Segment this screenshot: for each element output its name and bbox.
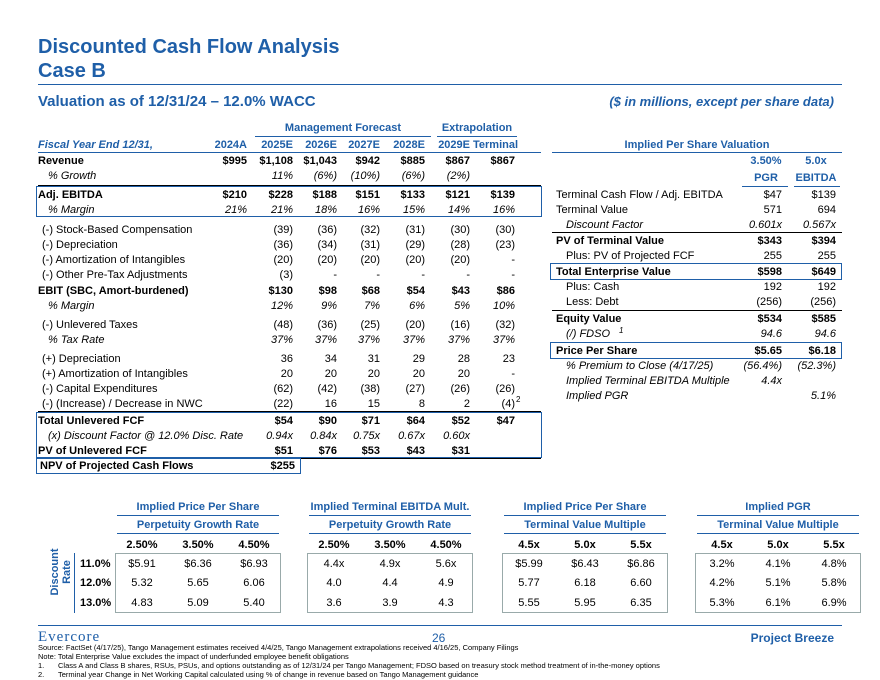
sens-cell: 4.0 [326, 577, 342, 589]
dcf-row-label: Adj. EBITDA [38, 189, 103, 201]
implied-cell-ebitda: $394 [811, 235, 836, 247]
dcf-cell: 5% [454, 300, 470, 312]
dcf-cell: 37% [492, 334, 515, 346]
dcf-row-label: (+) Amortization of Intangibles [42, 368, 188, 380]
implied-row-label: Less: Debt [566, 296, 619, 308]
sens-cell: 4.9 [438, 577, 454, 589]
dcf-cell: 20 [457, 368, 470, 380]
year-header-5: 2029E [438, 139, 470, 151]
title-line-2: Case B [38, 60, 106, 82]
dcf-cell: $68 [361, 285, 380, 297]
sens-cell: 5.3% [709, 597, 735, 609]
sens-title-rule [309, 515, 471, 516]
implied-cell-pgr: $598 [757, 266, 782, 278]
sens-col-header: 5.0x [767, 539, 789, 551]
implied-row-label: Equity Value [556, 313, 622, 325]
implied-cell-pgr: 0.601x [748, 219, 782, 231]
extrapolation-header: Extrapolation [441, 122, 513, 134]
implied-row-label: Plus: Cash [566, 281, 620, 293]
dcf-cell: $867 [445, 155, 470, 167]
dcf-cell: (62) [273, 383, 293, 395]
dcf-cell: $54 [274, 415, 293, 427]
dcf-cell: 15% [402, 204, 425, 216]
mgmt-forecast-rule [255, 136, 431, 137]
nwc-footnote-marker: 2 [516, 395, 521, 404]
dcf-cell: $90 [318, 415, 337, 427]
fcf-box [36, 412, 542, 458]
dcf-cell: - [421, 269, 425, 281]
dcf-cell: $139 [490, 189, 515, 201]
dcf-cell: 20 [412, 368, 425, 380]
year-header-4: 2028E [393, 139, 425, 151]
dcf-cell: 16% [357, 204, 380, 216]
implied-cell-pgr: (56.4%) [743, 360, 782, 372]
sens-cell: 4.4x [323, 558, 345, 570]
dcf-cell: 36 [280, 353, 293, 365]
sens-cell: 6.60 [630, 577, 652, 589]
equity-rule [552, 310, 842, 311]
year-header-6: Terminal [473, 139, 519, 151]
sens-col-header: 5.0x [574, 539, 596, 551]
implied-row-label: Terminal Value [556, 204, 628, 216]
dcf-cell: (34) [317, 239, 337, 251]
dcf-row-label: (-) Other Pre-Tax Adjustments [42, 269, 188, 281]
sens-cell: 4.8% [821, 558, 847, 570]
implied-row-label: Terminal Cash Flow / Adj. EBITDA [556, 189, 723, 201]
total-ev-note: Note: Total Enterprise Value excludes the impact of underfunded employee benefit obligations [38, 652, 349, 661]
ebitda-box [36, 186, 542, 217]
dcf-cell: (22) [273, 398, 293, 410]
dcf-cell: (38) [360, 383, 380, 395]
sens-col-header: 5.5x [823, 539, 845, 551]
dcf-row-label: (-) Stock-Based Compensation [42, 224, 193, 236]
implied-cell-ebitda: 192 [817, 281, 836, 293]
page-title [38, 35, 340, 83]
sens-subtitle-rule [697, 533, 859, 534]
dcf-cell: 29 [412, 353, 425, 365]
dcf-cell: $31 [451, 445, 470, 457]
implied-col1-bot: PGR [754, 172, 778, 184]
sens-cell: 4.83 [131, 597, 153, 609]
npv-label: NPV of Projected Cash Flows [40, 460, 194, 472]
footnote-2-number: 2. [38, 670, 45, 679]
dcf-cell: (20) [317, 254, 337, 266]
implied-cell-ebitda: 255 [817, 250, 836, 262]
dcf-row-label: Total Unlevered FCF [38, 415, 145, 427]
implied-cell-ebitda: (256) [810, 296, 836, 308]
dcf-cell: (23) [495, 239, 515, 251]
dcf-cell: (31) [360, 239, 380, 251]
tev-box [550, 263, 842, 280]
dcf-row-label: EBIT (SBC, Amort-burdened) [38, 285, 189, 297]
sens-cell: 5.65 [187, 577, 209, 589]
sens-cell: $6.93 [240, 558, 268, 570]
dcf-row-label: % Margin [48, 204, 95, 216]
sens-cell: 6.9% [821, 597, 847, 609]
sens-col-header: 3.50% [374, 539, 406, 551]
evercore-logo: Evercore [38, 629, 101, 645]
sens-cell: 5.77 [518, 577, 540, 589]
dcf-cell: $210 [222, 189, 247, 201]
sens-cell: 5.95 [574, 597, 596, 609]
sens-cell: $6.43 [571, 558, 599, 570]
dcf-cell: - [466, 269, 470, 281]
implied-cell-pgr: $5.65 [754, 345, 782, 357]
implied-cell-ebitda: (52.3%) [797, 360, 836, 372]
dcf-row-label: (-) Capital Expenditures [42, 383, 158, 395]
dcf-cell: $133 [400, 189, 425, 201]
dcf-cell: (32) [495, 319, 515, 331]
dcf-cell: (6%) [401, 170, 425, 182]
implied-title-rule [552, 152, 842, 153]
dcf-cell: $71 [361, 415, 380, 427]
sens-title: Implied Terminal EBITDA Mult. [310, 501, 470, 513]
dcf-cell: - [511, 368, 515, 380]
dcf-cell: (29) [405, 239, 425, 251]
dcf-cell: $53 [361, 445, 380, 457]
fiscal-year-label: Fiscal Year End 12/31, [38, 139, 153, 151]
footnote-2 [38, 670, 479, 679]
dcf-cell: 20 [280, 368, 293, 380]
implied-cell-pgr: 571 [763, 204, 782, 216]
dcf-cell: 0.60x [443, 430, 470, 442]
rate-label: 12.0% [80, 577, 112, 589]
dcf-cell: $1,043 [303, 155, 337, 167]
sens-subtitle: Perpetuity Growth Rate [328, 519, 452, 531]
dcf-cell: (36) [273, 239, 293, 251]
footnote-1-text: Class A and Class B shares, RSUs, PSUs, and options outstanding as of 12/31/24 per Tango Management; FDSO based on treasury stock method treatment of in-the-money options [58, 661, 660, 670]
dcf-cell: $98 [318, 285, 337, 297]
mgmt-forecast-header: Management Forecast [284, 122, 402, 134]
dcf-cell: $76 [318, 445, 337, 457]
dcf-cell: 6% [409, 300, 425, 312]
sens-body-box [695, 553, 861, 613]
pv-tv-rule [552, 232, 842, 233]
dcf-cell: 15 [367, 398, 380, 410]
rate-label: 13.0% [80, 597, 112, 609]
dcf-row-label: (-) Amortization of Intangibles [42, 254, 186, 266]
dcf-cell: (20) [273, 254, 293, 266]
implied-col2-rule [794, 186, 840, 187]
sens-title-rule [117, 515, 279, 516]
dcf-cell: (25) [360, 319, 380, 331]
sens-cell: 6.18 [574, 577, 596, 589]
implied-row-label: Total Enterprise Value [556, 266, 671, 278]
sens-col-header: 4.5x [518, 539, 540, 551]
dcf-cell: 20 [367, 368, 380, 380]
page-number: 26 [432, 631, 446, 645]
dcf-cell: 0.94x [266, 430, 293, 442]
dcf-cell: (20) [450, 254, 470, 266]
dcf-cell: - [333, 269, 337, 281]
dcf-cell: (30) [495, 224, 515, 236]
implied-cell-pgr: $534 [757, 313, 782, 325]
dcf-cell: $885 [400, 155, 425, 167]
sens-subtitle: Perpetuity Growth Rate [136, 519, 260, 531]
implied-row-label: Plus: PV of Projected FCF [566, 250, 695, 262]
sens-cell: 4.3 [438, 597, 454, 609]
year-header-2: 2026E [305, 139, 337, 151]
project-name: Project Breeze [750, 631, 834, 645]
dcf-row-label: PV of Unlevered FCF [38, 445, 147, 457]
implied-row-label: % Premium to Close (4/17/25) [566, 360, 714, 372]
dcf-cell: $86 [496, 285, 515, 297]
implied-cell-ebitda: 0.567x [802, 219, 836, 231]
dcf-cell: $43 [406, 445, 425, 457]
dcf-cell: (36) [317, 319, 337, 331]
sens-col-header: 4.50% [238, 539, 270, 551]
sens-cell: $6.36 [184, 558, 212, 570]
dcf-cell: 8 [418, 398, 425, 410]
sens-cell: 4.2% [709, 577, 735, 589]
sens-cell: $6.86 [627, 558, 655, 570]
header-rule [38, 84, 842, 85]
rate-label: 11.0% [80, 558, 111, 570]
dcf-row-label: (x) Discount Factor @ 12.0% Disc. Rate [48, 430, 244, 442]
sens-cell: $5.91 [128, 558, 156, 570]
implied-cell-pgr: 255 [763, 250, 782, 262]
sens-cell: 6.35 [630, 597, 652, 609]
sens-title-rule [697, 515, 859, 516]
sens-cell: 5.09 [187, 597, 209, 609]
sens-subtitle-rule [117, 533, 279, 534]
sens-cell: 5.32 [131, 577, 153, 589]
dcf-cell: (28) [450, 239, 470, 251]
implied-cell-pgr: $343 [757, 235, 782, 247]
dcf-cell: 23 [502, 353, 515, 365]
dcf-cell: 0.75x [353, 430, 380, 442]
dcf-cell: 2 [463, 398, 470, 410]
dcf-cell: 37% [270, 334, 293, 346]
footer-rule [38, 625, 842, 626]
dcf-cell: (3) [279, 269, 293, 281]
rate-label-line2: Rate [61, 560, 73, 584]
dcf-cell: (20) [360, 254, 380, 266]
year-header-3: 2027E [348, 139, 380, 151]
dcf-cell: (48) [273, 319, 293, 331]
dcf-cell: - [511, 254, 515, 266]
dcf-cell: 0.84x [310, 430, 337, 442]
npv-value: $255 [270, 460, 295, 472]
dcf-cell: 37% [402, 334, 425, 346]
sens-body-box [115, 553, 281, 613]
title-line-1: Discounted Cash Flow Analysis [38, 36, 340, 58]
implied-cell-ebitda: $585 [811, 313, 836, 325]
footnote-2-text: Terminal year Change in Net Working Capital calculated using % of change in revenue based on Tango Management guidance [58, 670, 479, 679]
extrapolation-rule [437, 136, 517, 137]
implied-cell-pgr: 94.6 [760, 328, 782, 340]
implied-cell-ebitda: 5.1% [810, 390, 836, 402]
price-box [550, 342, 842, 359]
dcf-cell: $121 [445, 189, 470, 201]
dcf-cell: $54 [406, 285, 425, 297]
dcf-row-label: % Tax Rate [48, 334, 105, 346]
year-header-rule [38, 152, 541, 153]
dcf-cell: 18% [314, 204, 337, 216]
dcf-cell: (32) [360, 224, 380, 236]
dcf-cell: $47 [496, 415, 515, 427]
dcf-cell: (10%) [350, 170, 380, 182]
sens-subtitle-rule [504, 533, 666, 534]
sens-col-header: 4.5x [711, 539, 733, 551]
dcf-cell: 16 [324, 398, 337, 410]
sens-title-rule [504, 515, 666, 516]
implied-row-label: (/) FDSO [566, 328, 610, 340]
implied-cell-ebitda: $649 [811, 266, 836, 278]
sens-cell: 3.9 [382, 597, 398, 609]
sens-subtitle: Terminal Value Multiple [524, 519, 646, 531]
dcf-cell: 0.67x [398, 430, 425, 442]
dcf-cell: $942 [355, 155, 380, 167]
implied-cell-pgr: 4.4x [761, 375, 782, 387]
dcf-cell: (26) [450, 383, 470, 395]
implied-row-label: PV of Terminal Value [556, 235, 664, 247]
sens-cell: 5.40 [243, 597, 265, 609]
dcf-cell: (27) [405, 383, 425, 395]
dcf-cell: (20) [405, 319, 425, 331]
dcf-cell: 10% [492, 300, 515, 312]
dcf-cell: 37% [447, 334, 470, 346]
implied-cell-ebitda: 694 [817, 204, 836, 216]
implied-col2-top: 5.0x [805, 155, 827, 167]
dcf-row-label: Revenue [38, 155, 84, 167]
implied-col1-top: 3.50% [750, 155, 782, 167]
dcf-cell: 21% [270, 204, 293, 216]
dcf-cell: $52 [451, 415, 470, 427]
dcf-cell: (31) [405, 224, 425, 236]
sens-body-box [307, 553, 473, 613]
dcf-cell: (30) [450, 224, 470, 236]
sens-cell: 5.55 [518, 597, 540, 609]
dcf-row-label: (-) (Increase) / Decrease in NWC [42, 398, 203, 410]
sens-title: Implied Price Per Share [523, 501, 647, 513]
dcf-cell: (20) [405, 254, 425, 266]
dcf-cell: $130 [268, 285, 293, 297]
discount-rate-label [49, 547, 73, 597]
dcf-cell: 14% [447, 204, 470, 216]
implied-row-label: Price Per Share [556, 345, 638, 357]
implied-row-label: Implied Terminal EBITDA Multiple [566, 375, 730, 387]
implied-cell-ebitda: $6.18 [808, 345, 836, 357]
dcf-cell: $995 [222, 155, 247, 167]
dcf-cell: $151 [355, 189, 380, 201]
dcf-cell: 31 [367, 353, 380, 365]
sens-col-header: 2.50% [126, 539, 158, 551]
sens-cell: 5.6x [435, 558, 457, 570]
dcf-cell: - [511, 269, 515, 281]
sens-cell: 3.2% [709, 558, 735, 570]
dcf-cell: (26) [495, 383, 515, 395]
dcf-cell: 7% [364, 300, 380, 312]
sens-col-header: 5.5x [630, 539, 652, 551]
sens-body-box [502, 553, 668, 613]
dcf-cell: $64 [406, 415, 425, 427]
sens-subtitle-rule [309, 533, 471, 534]
dcf-cell: - [376, 269, 380, 281]
implied-cell-pgr: (256) [756, 296, 782, 308]
dcf-cell: 12% [270, 300, 293, 312]
implied-col2-bot: EBITDA [795, 172, 837, 184]
dcf-row-label: (-) Depreciation [42, 239, 118, 251]
dcf-cell: 34 [324, 353, 337, 365]
dcf-cell: (4) [501, 398, 515, 410]
sens-title: Implied PGR [745, 501, 811, 513]
dcf-cell: $228 [268, 189, 293, 201]
implied-cell-pgr: 192 [763, 281, 782, 293]
sens-subtitle: Terminal Value Multiple [717, 519, 839, 531]
dcf-cell: $188 [312, 189, 337, 201]
sens-col-header: 4.50% [430, 539, 462, 551]
dcf-row-label: (+) Depreciation [42, 353, 121, 365]
dcf-cell: $43 [451, 285, 470, 297]
footnote-1 [38, 661, 660, 670]
source-note: Source: FactSet (4/17/25), Tango Management estimates received 4/4/25, Tango Management extrapolations received 4/16/25, Company Filings [38, 643, 519, 652]
implied-title: Implied Per Share Valuation [624, 139, 770, 151]
dcf-cell: (39) [273, 224, 293, 236]
dcf-row-label: % Growth [48, 170, 97, 182]
sens-cell: 4.4 [382, 577, 398, 589]
dcf-row-label: (-) Unlevered Taxes [42, 319, 138, 331]
dcf-cell: 21% [224, 204, 247, 216]
dcf-cell: $51 [274, 445, 293, 457]
footnote-1-number: 1. [38, 661, 45, 670]
sens-cell: 6.1% [765, 597, 791, 609]
dcf-cell: 37% [314, 334, 337, 346]
dcf-cell: $1,108 [259, 155, 293, 167]
dcf-cell: $867 [490, 155, 515, 167]
rate-label-line1: Discount [49, 548, 61, 596]
dcf-cell: (16) [450, 319, 470, 331]
dcf-cell: 20 [324, 368, 337, 380]
dcf-cell: 9% [321, 300, 337, 312]
sens-cell: 6.06 [243, 577, 265, 589]
year-header-0: 2024A [214, 139, 247, 151]
dcf-row-label: % Margin [48, 300, 95, 312]
sens-col-header: 2.50% [318, 539, 350, 551]
dcf-cell: (6%) [313, 170, 337, 182]
sens-cell: 4.9x [379, 558, 401, 570]
sens-cell: 4.1% [765, 558, 791, 570]
dcf-cell: (2%) [446, 170, 470, 182]
year-header-1: 2025E [261, 139, 293, 151]
sens-cell: 3.6 [326, 597, 342, 609]
dcf-cell: 16% [492, 204, 515, 216]
dcf-cell: (42) [317, 383, 337, 395]
sens-col-header: 3.50% [182, 539, 214, 551]
dcf-cell: 11% [271, 170, 293, 182]
implied-cell-ebitda: 94.6 [814, 328, 836, 340]
implied-row-label: Implied PGR [566, 390, 629, 402]
rate-axis-rule [74, 553, 75, 613]
subtitle: Valuation as of 12/31/24 – 12.0% WACC [38, 93, 316, 110]
dcf-cell: (36) [317, 224, 337, 236]
units-note: ($ in millions, except per share data) [609, 94, 834, 109]
implied-col1-rule [742, 186, 788, 187]
sens-cell: $5.99 [515, 558, 543, 570]
sens-cell: 5.1% [765, 577, 791, 589]
sens-cell: 5.8% [821, 577, 847, 589]
implied-row-label: Discount Factor [566, 219, 644, 231]
sens-title: Implied Price Per Share [136, 501, 260, 513]
fdso-footnote-marker: 1 [619, 326, 624, 335]
dcf-cell: 28 [457, 353, 470, 365]
dcf-cell: 37% [357, 334, 380, 346]
implied-cell-ebitda: $139 [811, 189, 836, 201]
implied-cell-pgr: $47 [763, 189, 782, 201]
